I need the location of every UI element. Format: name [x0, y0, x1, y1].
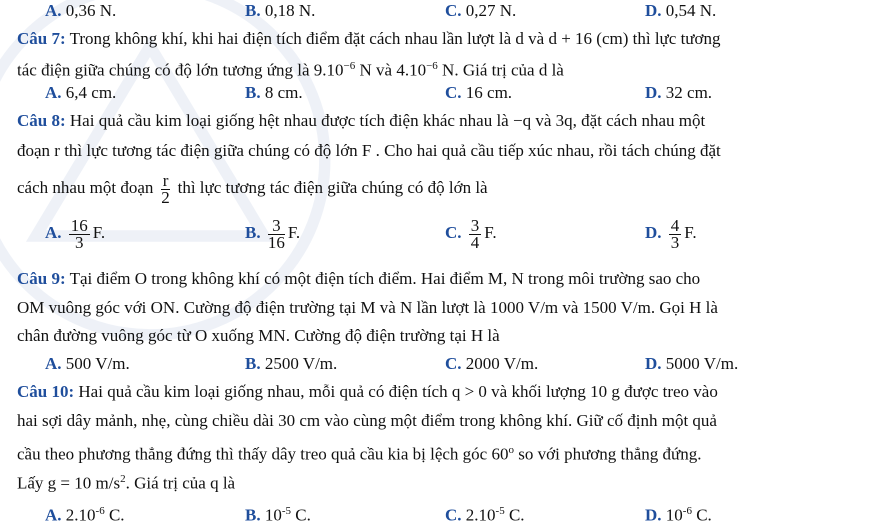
q8-line-2: đoạn r thì lực tương tác điện giữa chúng có độ lớn F . Cho hai quả cầu tiếp xúc nhau, rồi tách chúng đặt [17, 141, 721, 160]
q8-answer-a[interactable]: A. $\frac{16}{3}$ F. [45, 215, 106, 252]
q7-line-1: Câu 7: Trong không khí, khi hai điện tích điểm đặt cách nhau lần lượt là d và d + 16 (cm) thì lực tương [17, 29, 721, 48]
q9-line-3: chân đường vuông góc từ O xuống MN. Cường độ điện trường tại H là [17, 326, 500, 345]
fraction-r-over-2: $\frac{r}{2}$ [161, 170, 170, 207]
q6-answer-c[interactable]: C. 0,27 N. [445, 1, 517, 20]
q9-line-1: Câu 9: Tại điểm O trong không khí có một điện tích điểm. Hai điểm M, N trong môi trường sao cho [17, 269, 701, 288]
q10-line-1: Câu 10: Hai quả cầu kim loại giống nhau, mỗi quả có điện tích q > 0 và khối lượng 10 g được treo vào [17, 382, 718, 401]
q6-answer-b[interactable]: B. 0,18 N. [245, 1, 316, 20]
q10-answer-c[interactable]: C. $2.10^{-5}$ C. [445, 505, 525, 525]
q7-line-2: tác điện giữa chúng có độ lớn tương ứng là $9.10^{-6}$ N và $4.10^{-6}$ N. Giá trị của d là [17, 60, 564, 80]
q10-answer-d[interactable]: D. $10^{-6}$ C. [645, 505, 712, 525]
q7-answer-b[interactable]: B. 8 cm. [245, 83, 303, 102]
q9-answer-b[interactable]: B. 2500 V/m. [245, 354, 338, 373]
q9-answer-c[interactable]: C. 2000 V/m. [445, 354, 539, 373]
q6-answer-a[interactable]: A. 0,36 N. [45, 1, 117, 20]
q10-line-3: cầu theo phương thẳng đứng thì thấy dây treo quả cầu kia bị lệch góc 60$^o$ so với phương thẳng đứng. [17, 444, 702, 464]
q8-line-3: cách nhau một đoạn $\frac{r}{2}$ thì lực tương tác điện giữa chúng có độ lớn là [17, 170, 488, 207]
q7-answer-c[interactable]: C. 16 cm. [445, 83, 513, 102]
q6-answer-d[interactable]: D. 0,54 N. [645, 1, 717, 20]
q7-answer-d[interactable]: D. 32 cm. [645, 83, 713, 102]
q9-answer-a[interactable]: A. 500 V/m. [45, 354, 130, 373]
q8-answer-b[interactable]: B. $\frac{3}{16}$ F. [245, 215, 301, 252]
q10-answer-a[interactable]: A. $2.10^{-6}$ C. [45, 505, 125, 525]
q8-answer-d[interactable]: D. $\frac{4}{3}$ F. [645, 215, 697, 252]
q8-answer-c[interactable]: C. $\frac{3}{4}$ F. [445, 215, 497, 252]
q10-answer-b[interactable]: B. $10^{-5}$ C. [245, 505, 311, 525]
q10-line-4: Lấy g = 10 $m/s^2$. Giá trị của q là [17, 473, 236, 493]
q9-answer-d[interactable]: D. 5000 V/m. [645, 354, 739, 373]
q7-answer-a[interactable]: A. 6,4 cm. [45, 83, 117, 102]
q8-line-1: Câu 8: Hai quả cầu kim loại giống hệt nhau được tích điện khác nhau là −q và 3q, đặt cách nhau một [17, 111, 706, 130]
q9-line-2: OM vuông góc với ON. Cường độ điện trường tại M và N lần lượt là 1000 V/m và 1500 V/m. Gọi H là [17, 298, 718, 317]
q10-line-2: hai sợi dây mảnh, nhẹ, cùng chiều dài 30 cm vào cùng một điểm trong không khí. Giữ cố định một quả [17, 411, 717, 430]
